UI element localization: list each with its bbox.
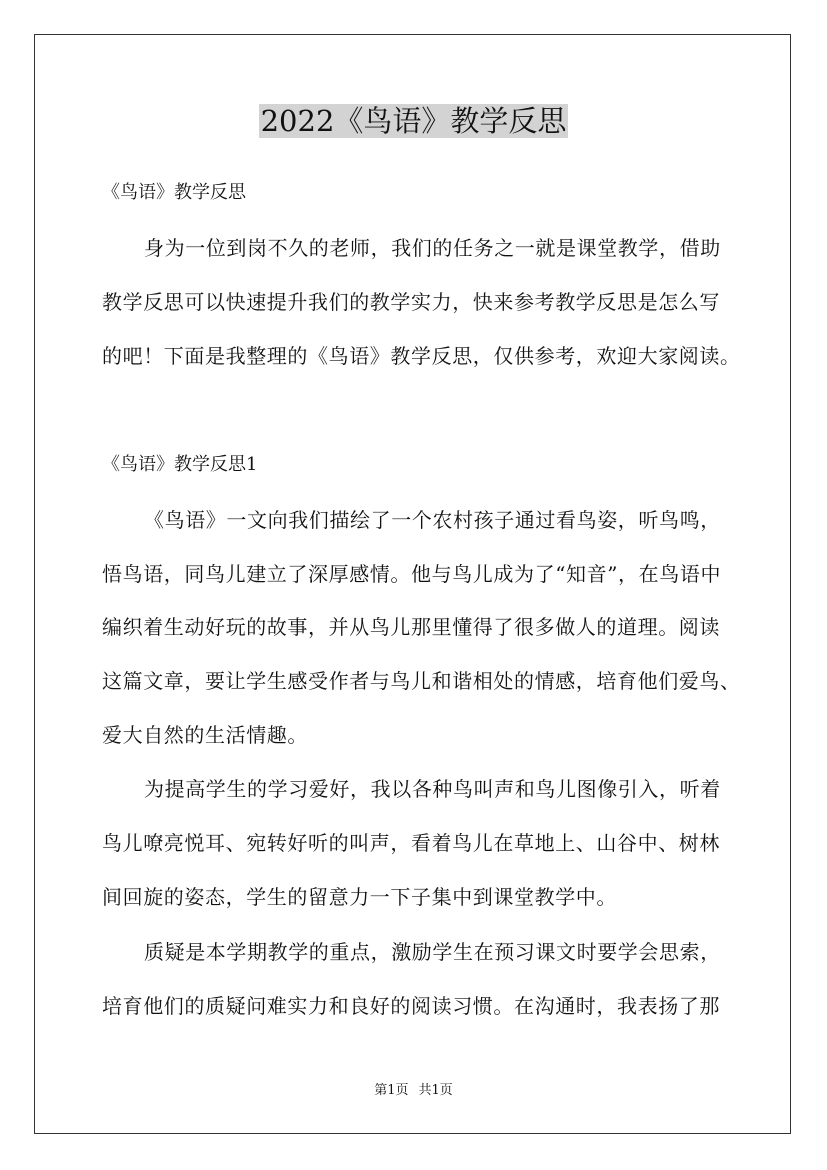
intro-line-3: 的吧！下面是我整理的《鸟语》教学反思，仅供参考，欢迎大家阅读。 — [102, 344, 741, 368]
page-number-total: 共1页 — [418, 1083, 453, 1098]
para1-line-3: 编织着生动好玩的故事，并从鸟儿那里懂得了很多做人的道理。阅读 — [102, 615, 720, 639]
para1-line-2: 悟鸟语，同鸟儿建立了深厚感情。他与鸟儿成为了“知音”，在鸟语中 — [102, 562, 722, 586]
para1-line-4: 这篇文章，要让学生感受作者与鸟儿和谐相处的情感，培育他们爱鸟、 — [102, 669, 741, 693]
para2-line-1: 为提高学生的学习爱好，我以各种鸟叫声和鸟儿图像引入，听着 — [144, 777, 721, 801]
para2-line-2: 鸟儿嘹亮悦耳、宛转好听的叫声，看着鸟儿在草地上、山谷中、树林 — [102, 831, 720, 855]
page-number-current: 第1页 — [374, 1083, 409, 1098]
page-footer — [0, 1082, 827, 1100]
para3-line-2: 培育他们的质疑问难实力和良好的阅读习惯。在沟通时，我表扬了那 — [102, 994, 720, 1018]
section-heading: 《鸟语》教学反思1 — [102, 454, 258, 475]
intro-line-1: 身为一位到岗不久的老师，我们的任务之一就是课堂教学，借助 — [144, 236, 721, 260]
para1-line-5: 爱大自然的生活情趣。 — [102, 723, 308, 747]
para1-line-1: 《鸟语》一文向我们描绘了一个农村孩子通过看鸟姿，听鸟鸣， — [144, 508, 721, 532]
para2-line-3: 间回旋的姿态，学生的留意力一下子集中到课堂教学中。 — [102, 885, 617, 909]
intro-line-2: 教学反思可以快速提升我们的教学实力，快来参考教学反思是怎么写 — [102, 290, 720, 314]
para3-line-1: 质疑是本学期教学的重点，激励学生在预习课文时要学会思索， — [144, 940, 721, 964]
document-subtitle: 《鸟语》教学反思 — [102, 182, 246, 203]
document-title: 2022《鸟语》教学反思 — [260, 104, 567, 138]
